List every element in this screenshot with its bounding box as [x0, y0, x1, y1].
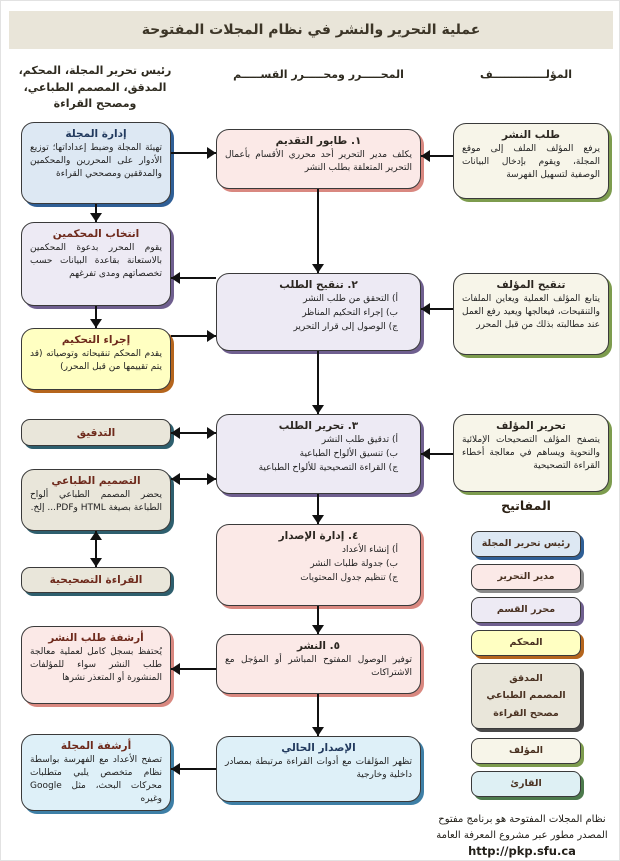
flow-box-issue-management: [216, 524, 421, 606]
box-list-item: ج) القراءة التصحيحية للألواح الطباعية: [258, 462, 398, 473]
flow-box-copyediting: [21, 419, 171, 446]
arrow-author-revision-to-review: [421, 308, 453, 310]
box-body: يحضر المصمم الطباعي ألواح الطباعة بصيغة HTML وPDF... إلخ.: [30, 490, 162, 514]
legend-label: مدير التحرير: [497, 571, 555, 583]
legend-title: المفاتيح: [501, 498, 551, 513]
box-body: يقدم المحكم تنقيحاته وتوصياته (قد يتم تقييمها من قبل المحرر): [30, 349, 162, 373]
legend-key-reviewer: [471, 630, 581, 656]
legend-label: المدقق: [509, 673, 543, 685]
arrow-current-issue-to-journal-archiving: [171, 768, 216, 770]
footer-credit: [429, 812, 615, 861]
column-header-staff: رئيس تحرير المجلة، المحكم، المدقق، المصمم الطباعي، ومصحح القراءة: [18, 64, 172, 110]
legend-key-section-editor: [471, 597, 581, 623]
box-title: ٣. تحرير الطلب: [278, 420, 359, 432]
legend-key-managing-editor: [471, 564, 581, 590]
box-list-item: ج) الوصول إلى قرار التحرير: [293, 321, 398, 332]
flow-box-author-editing: [453, 414, 609, 492]
box-list-item: ب) جدولة طلبات النشر: [310, 558, 398, 569]
arrow-layout-proofreading-bidirectional: [95, 531, 97, 567]
footer-line: نظام المجلات المفتوحة هو برنامج مفتوح: [438, 814, 606, 825]
box-list-item: ج) تنظيم جدول المحتويات: [300, 572, 398, 583]
arrow-review-to-editing: [317, 351, 319, 414]
legend-key-journal-editor: [471, 531, 581, 557]
flow-box-proofreading: [21, 567, 171, 593]
box-title: أرشفة المجلة: [60, 740, 132, 752]
legend-key-copyeditor-layout-proofreader: [471, 663, 581, 729]
arrow-journal-mgmt-to-reviewer-selection: [95, 204, 97, 222]
box-body: يتصفح المؤلف التصحيحات الإملائية والنحوية ويساهم في معالجة أخطاء القراءة التصحيحية: [462, 435, 600, 472]
arrow-issue-mgmt-to-publishing: [317, 606, 319, 634]
legend-label: رئيس تحرير المجلة: [481, 538, 571, 550]
box-title: إجراء التحكيم: [61, 334, 131, 346]
diagram-title: عملية التحرير والنشر في نظام المجلات المفتوحة: [141, 22, 481, 38]
box-title: تحرير المؤلف: [496, 420, 566, 432]
legend-label: المصمم الطباعي: [486, 690, 566, 702]
footer-url: http://pkp.sfu.ca: [468, 844, 576, 858]
legend-key-author: [471, 738, 581, 764]
flow-box-reviewer-selection: [21, 222, 171, 306]
arrow-submission-to-queue: [421, 155, 453, 157]
box-body: يكلف مدير التحرير أحد محرري الأقسام بأعمال التحرير المتعلقة بطلب النشر: [225, 150, 412, 174]
flow-box-author-revision: [453, 273, 609, 355]
arrow-review-to-reviewer-selection: [171, 277, 216, 279]
flow-box-journal-archiving: [21, 734, 171, 811]
box-body: يرفع المؤلف الملف إلى موقع المجلة، ويقوم بإدخال البيانات الوصفية لتسهيل الفهرسة: [462, 144, 600, 181]
arrow-reviewer-selection-to-refereeing: [95, 306, 97, 328]
box-title: ٤. إدارة الإصدار: [278, 530, 359, 542]
flow-box-publishing: [216, 634, 421, 694]
box-title: طلب النشر: [502, 129, 560, 141]
arrow-journal-mgmt-to-queue: [171, 152, 216, 154]
arrow-queue-to-review: [317, 189, 319, 273]
box-title: ٥. النشر: [296, 640, 341, 652]
flow-box-submission: [453, 123, 609, 199]
column-header-author: المؤلــــــــــــــف: [479, 68, 573, 81]
arrow-copyediting-editing-bidirectional: [171, 432, 216, 434]
box-title: ١. طابور التقديم: [275, 135, 362, 147]
legend-label: المحكم: [509, 637, 543, 649]
box-title: القراءة التصحيحية: [49, 574, 143, 586]
flow-box-submission-review: [216, 273, 421, 351]
box-body: تهيئة المجلة وضبط إعداداتها؛ توزيع الأدوار على المحررين والمحكمين والمدققين ومصححي القراءة: [30, 143, 162, 180]
box-body: يقوم المحرر بدعوة المحكمين بالاستعانة بقاعدة البيانات حسب تخصصاتهم ومدى تفرغهم: [30, 243, 162, 280]
flow-box-submission-archiving: [21, 626, 171, 704]
box-title: إدارة المجلة: [65, 128, 127, 140]
box-list-item: أ) تدقيق طلب النشر: [321, 435, 398, 445]
flow-box-submission-queue: [216, 129, 421, 189]
flow-box-refereeing: [21, 328, 171, 390]
arrow-publishing-to-current-issue: [317, 694, 319, 736]
legend-label: القارئ: [510, 778, 542, 790]
legend-label: محرر القسم: [496, 604, 556, 616]
box-title: انتخاب المحكمين: [52, 228, 140, 240]
arrow-author-editing-to-editing: [421, 453, 453, 455]
box-list-item: ب) إجراء التحكيم المناظر: [302, 307, 398, 318]
box-body: توفير الوصول المفتوح المباشر أو المؤجل مع الاشتراكات: [225, 655, 412, 679]
flow-box-journal-management: [21, 122, 171, 204]
arrow-publishing-to-submission-archiving: [171, 668, 216, 670]
column-header-editor: المحـــــرر ومحـــــرر القســـــم: [233, 68, 404, 81]
box-title: التصميم الطباعي: [51, 475, 141, 487]
footer-line: المصدر مطور عبر مشروع المعرفة العامة: [436, 829, 608, 841]
legend-key-reader: [471, 771, 581, 797]
box-body: تظهر المؤلفات مع أدوات القراءة مرتبطة بمصادر داخلية وخارجية: [225, 757, 412, 781]
box-title: أرشفة طلب النشر: [48, 632, 144, 644]
flow-box-submission-editing: [216, 414, 421, 494]
box-body: يتابع المؤلف العملية ويعاين الملفات والتنقيحات، فيعالجها ويعيد رفع العمل عند مطالبته بذلك من قبل المحرر: [462, 294, 600, 331]
box-title: الإصدار الحالي: [281, 742, 356, 754]
box-body: يُحتفظ بسجل كامل لعملية معالجة طلب النشر سواء للمؤلفات المنشورة أو المتعذر نشرها: [30, 647, 162, 684]
legend-label: المؤلف: [508, 745, 544, 757]
arrow-refereeing-to-review: [171, 335, 216, 337]
arrow-editing-to-issue-mgmt: [317, 494, 319, 524]
box-list-item: أ) التحقق من طلب النشر: [303, 294, 398, 304]
box-title: ٢. تنقيح الطلب: [279, 279, 358, 291]
diagram-title-banner: [9, 11, 613, 49]
legend-label: مصحح القراءة: [493, 707, 559, 719]
box-title: تنقيح المؤلف: [496, 279, 566, 291]
flow-box-current-issue: [216, 736, 421, 802]
arrow-layout-editing-bidirectional: [171, 478, 216, 480]
box-body: تصفح الأعداد مع الفهرسة بواسطة نظام متخصص يلبي متطلبات محركات البحث، مثل Google وغيره: [30, 755, 162, 805]
flow-box-layout: [21, 469, 171, 531]
box-list-item: أ) إنشاء الأعداد: [342, 545, 398, 555]
box-title: التدقيق: [76, 426, 116, 439]
box-list-item: ب) تنسيق الألواح الطباعية: [299, 448, 398, 459]
